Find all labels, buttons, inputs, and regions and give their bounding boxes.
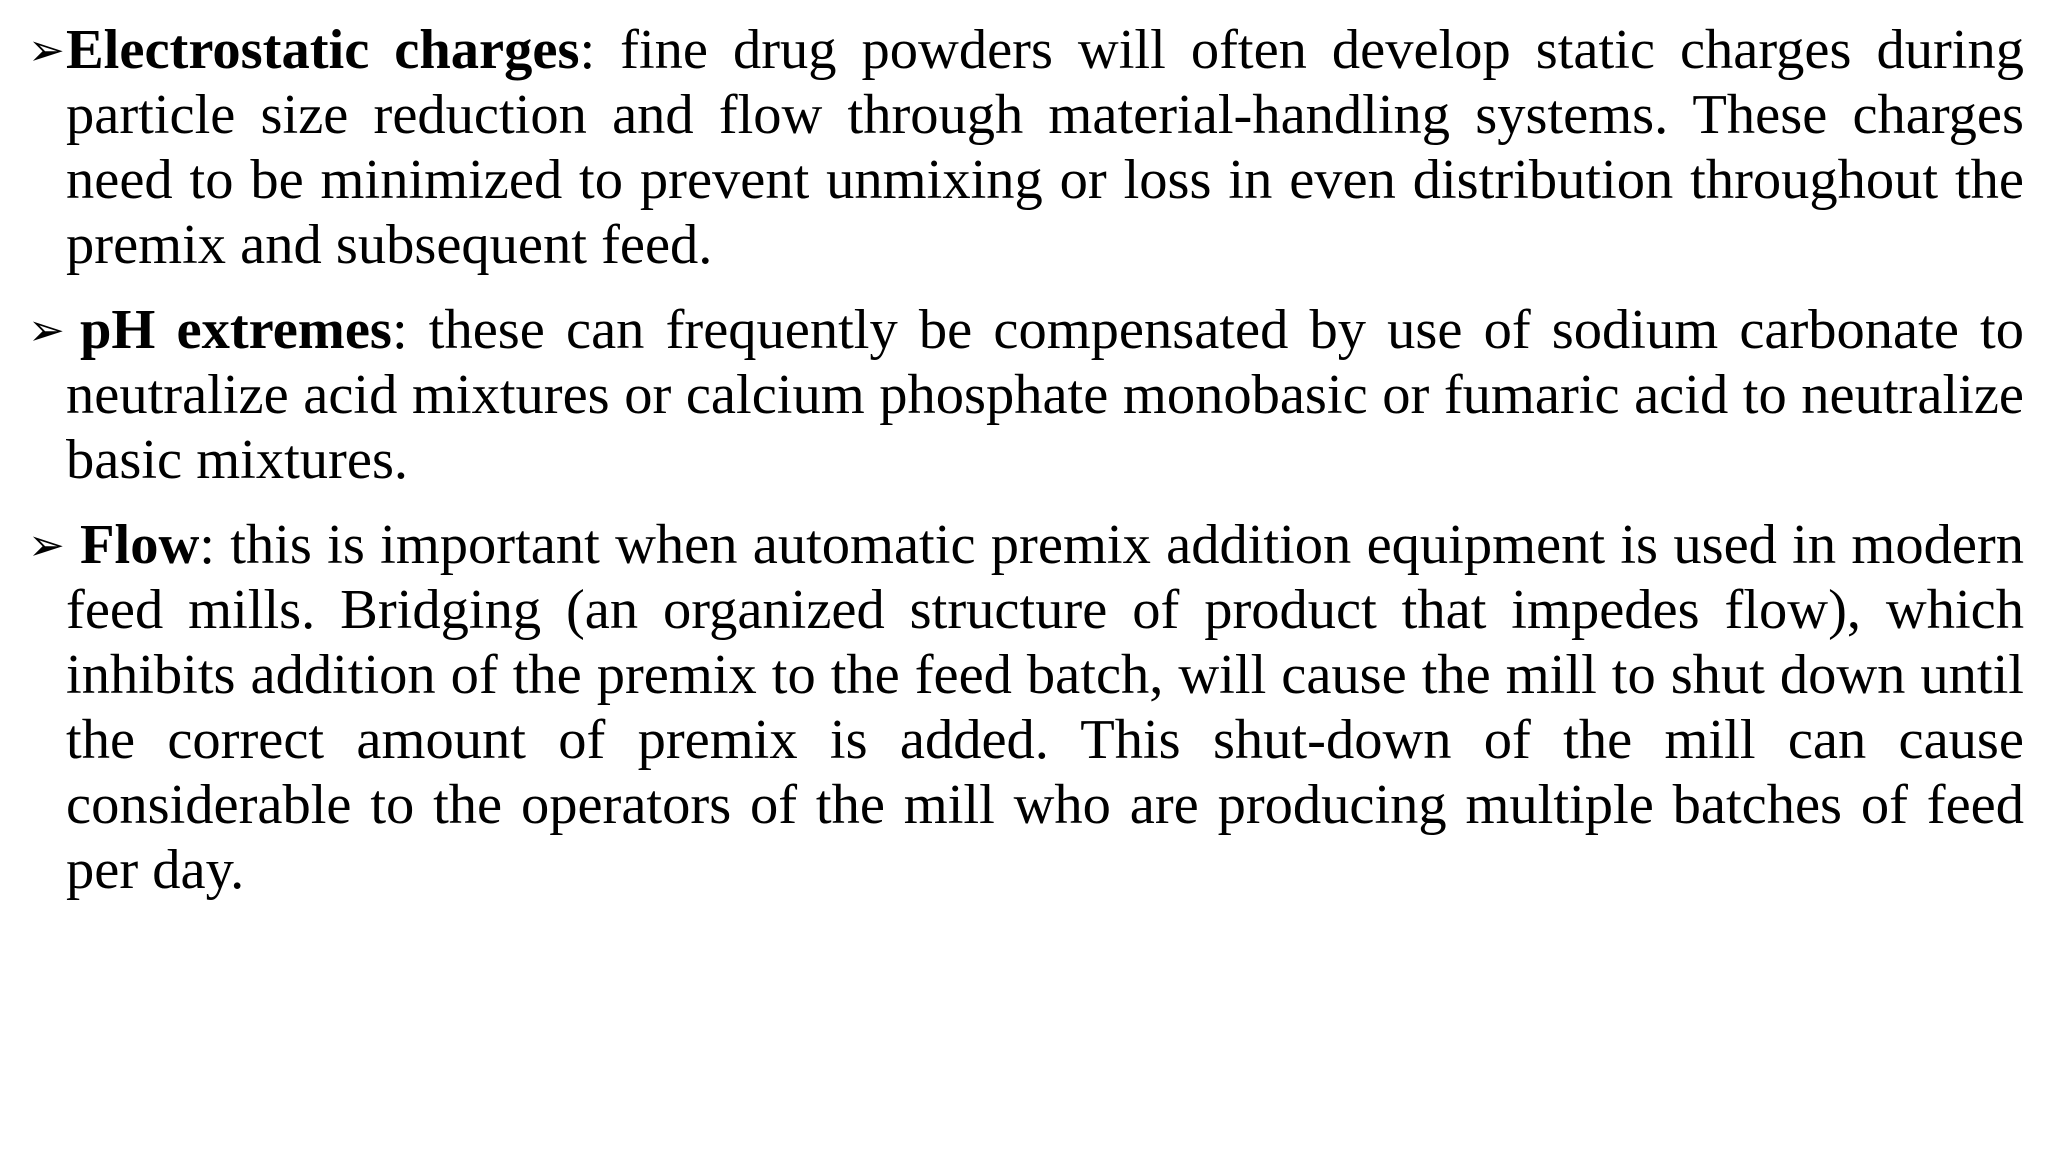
bullet-text: : these can frequently be compensated by use of sodium carbonate to neutralize acid mixtures or calcium phosphate monobasic or fumaric acid to neutralize basic mixtures. (66, 299, 2024, 491)
bullet-flow (28, 513, 2024, 903)
arrow-bullet-icon: ➢ (28, 25, 65, 76)
bullet-ph-extremes (28, 298, 2024, 493)
bullet-electrostatic-charges (28, 18, 2024, 278)
bullet-text: : fine drug powders will often develop static charges during particle size reduction and flow through material-handling systems. These charges need to be minimized to prevent unmixing or loss in even distribution throughout the premix and subsequent feed. (66, 19, 2024, 276)
bullet-list (28, 18, 2024, 923)
bullet-term: Flow (80, 514, 200, 576)
bullet-term: Electrostatic charges (66, 19, 580, 81)
arrow-bullet-icon: ➢ (28, 305, 65, 356)
arrow-bullet-icon: ➢ (28, 520, 65, 571)
bullet-term: pH extremes (80, 299, 392, 361)
bullet-text: : this is important when automatic premix addition equipment is used in modern feed mills. Bridging (an organized structure of product that impedes flow), which inhibits addition of the premix to the feed batch, will cause the mill to shut down until the correct amount of premix is added. This shut-down of the mill can cause considerable to the operators of the mill who are producing multiple batches of feed per day. (66, 514, 2024, 901)
